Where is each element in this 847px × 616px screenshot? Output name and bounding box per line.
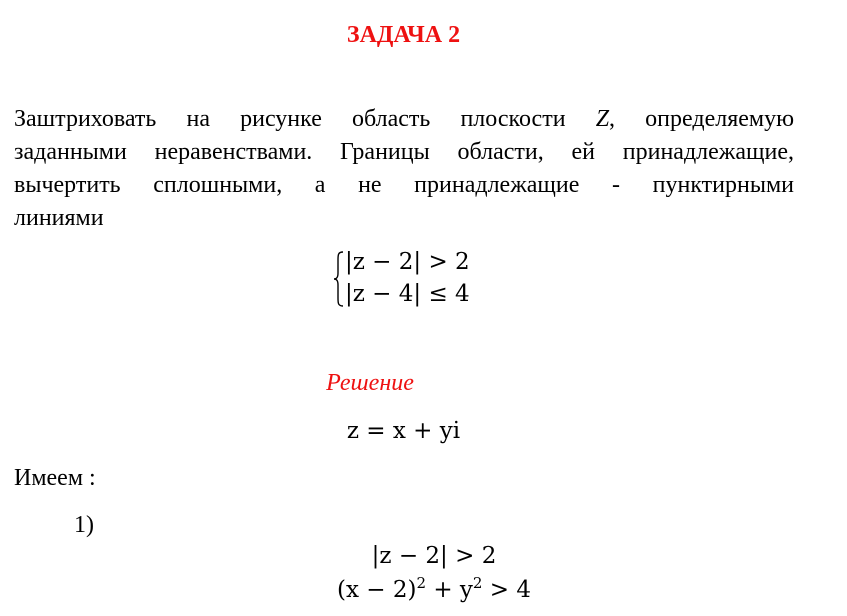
statement-line-1 xyxy=(14,103,794,136)
have-label: Имеем : xyxy=(14,465,96,491)
step1-equation-2 xyxy=(0,574,847,603)
statement-line-4: линиями xyxy=(14,205,104,231)
z-definition: z = x + yi xyxy=(346,418,461,444)
eq2-exponent-2: 2 xyxy=(472,574,483,592)
step1-equation-1: |z − 2| > 2 xyxy=(371,543,497,569)
problem-statement xyxy=(14,103,794,235)
plane-variable: Z xyxy=(595,106,610,132)
problem-title: ЗАДАЧА 2 xyxy=(346,22,461,48)
statement-line-1-end: , определяемую xyxy=(609,106,795,132)
eq2-part-1: (x − 2) xyxy=(337,577,417,603)
eq2-exponent-1: 2 xyxy=(416,574,427,592)
statement-line-3: вычертить сплошными, а не принадлежащие - пунктирными xyxy=(14,172,794,198)
step-number: 1) xyxy=(74,512,94,538)
eq2-part-2: + y xyxy=(426,577,473,603)
left-brace xyxy=(333,250,345,308)
statement-line-2: заданными неравенствами. Границы области, ей принадлежащие, xyxy=(14,139,794,165)
solution-heading: Решение xyxy=(326,370,414,396)
inequality-2: |z − 4| ≤ 4 xyxy=(345,281,470,307)
eq2-part-3: > 4 xyxy=(482,577,531,603)
inequality-1: |z − 2| > 2 xyxy=(345,249,470,275)
statement-line-1-text: Заштриховать на рисунке область плоскости xyxy=(14,106,566,132)
